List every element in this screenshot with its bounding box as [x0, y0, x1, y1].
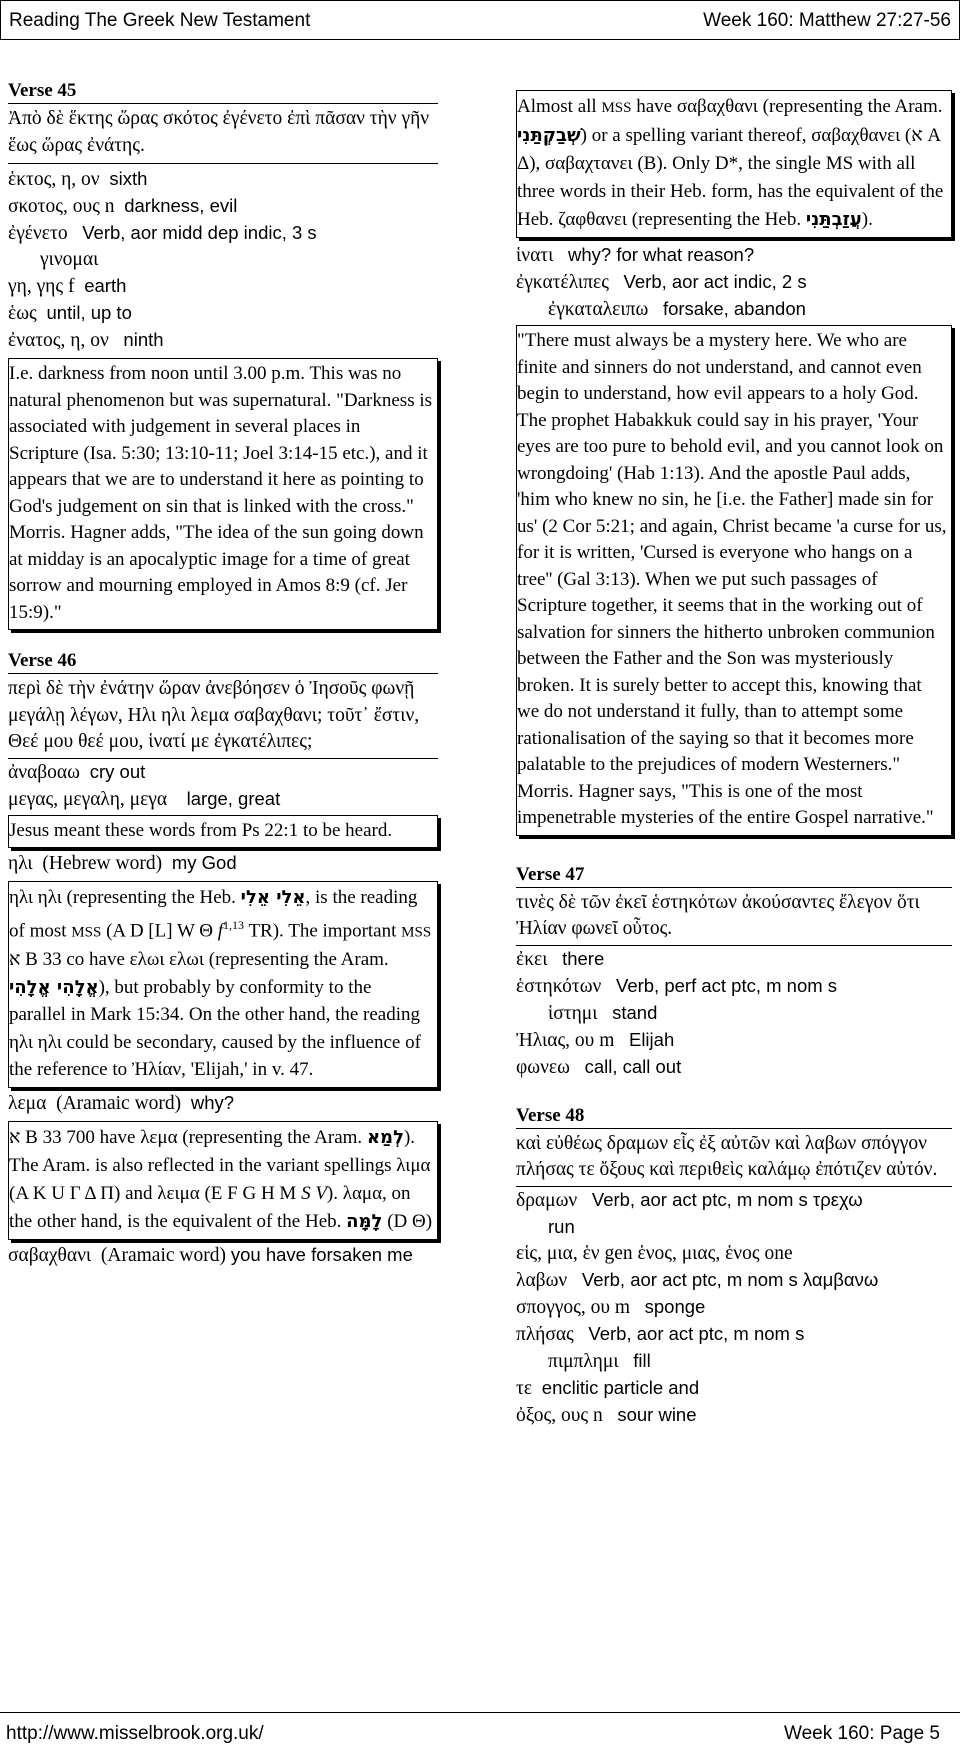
verse-46-heading: Verse 46: [8, 650, 438, 674]
vocab-meaning: Verb, aor act indic, 2 s: [623, 271, 807, 292]
vocab-greek: πιμπλημι: [548, 1350, 619, 1372]
note-text: ). λαμα, on the other hand, is the equivalent of the Heb.: [9, 1182, 411, 1232]
mss-abbrev: MSS: [601, 100, 632, 116]
vocab-greek: ἐγκατέλιπες: [516, 272, 609, 293]
vocab-greek: ἐνατος, η, ον: [8, 330, 109, 351]
vocab-meaning: fill: [633, 1349, 651, 1371]
header-title: Reading The Greek New Testament: [9, 10, 311, 31]
vocab-greek: γη, γης f: [8, 276, 75, 297]
verse-48-vocab: [516, 1186, 952, 1429]
vocab-meaning: Verb, aor act ptc, m nom s λαμβανω: [581, 1268, 879, 1290]
note-text: , is the reading of most: [9, 887, 418, 941]
vocab-greek: ἑως: [8, 303, 37, 324]
vocab-greek: τε: [516, 1377, 533, 1399]
vocab-greek: ἐκει: [516, 948, 548, 970]
vocab-meaning: until, up to: [46, 302, 132, 323]
verse-46-note-ps22: Jesus meant these words from Ps 22:1 to be heard.: [8, 815, 438, 849]
note-text: (A D [L] W Θ: [101, 919, 218, 941]
verse-48-text: καὶ εὐθέως δραμων εἷς ἐξ αὐτῶν καὶ λαβων σπόγγον πλήσας τε ὄξους καὶ περιθεὶς καλάμῳ ἐπότιζεν αὐτόν.: [516, 1132, 938, 1180]
verse-45-note: I.e. darkness from noon until 3.00 p.m. This was no natural phenomenon but was supernatural. "Darkness is associated with judgement in several places in Scripture (Isa. 5:30; 13:10-11; Joel 3:14-15 etc.), and it appears that we are to understand it here as pointing to God's judgement on sin that is linked with the cross." Morris. Hagner adds, "The idea of the sun going down at midday is an apocalyptic image for a time of great sorrow and mourning employed in Amos 8:9 (cf. Jer 15:9).": [8, 358, 438, 630]
verse-46-note-lema: [8, 1121, 438, 1240]
vocab-meaning: sour wine: [617, 1403, 697, 1425]
vocab-eli: [8, 850, 438, 877]
vocab-greek: λαβων: [516, 1269, 568, 1291]
family-siglum-sup: 1,13: [223, 917, 245, 932]
hebrew-text: לְמַא: [366, 1126, 404, 1148]
vocab-meaning: sponge: [644, 1295, 706, 1317]
note-text: א B 33 700 have λεμα (representing the Aram.: [9, 1126, 367, 1148]
note-text: (D Θ): [382, 1210, 433, 1232]
vocab-meaning: cry out: [89, 760, 146, 782]
vocab-greek: ὀξος, ους n: [516, 1404, 603, 1426]
verse-46-note-eli: [8, 881, 438, 1088]
footer-page-number: Week 160: Page 5: [784, 1723, 940, 1744]
verse-46-text: περὶ δὲ τὴν ἐνάτην ὥραν ἀνεβόησεν ὁ Ἰησοῦς φωνῇ μεγάλῃ λέγων, Ηλι ηλι λεμα σαβαχθανι; τοῦτ᾽ ἔστιν, Θεέ μου θεέ μου, ἱνατί με ἐγκατέλιπες;: [8, 678, 420, 752]
vocab-lema: [8, 1090, 438, 1117]
left-column: [8, 80, 438, 1269]
vocab-meaning: Verb, aor act ptc, m nom s τρεχω: [591, 1188, 863, 1210]
verse-45-heading: Verse 45: [8, 80, 438, 104]
vocab-greek: γινομαι: [40, 249, 99, 270]
note-text: TR). The important: [244, 919, 402, 941]
vocab-greek: ἀναβοαω: [8, 761, 80, 783]
note-text: ) or a spelling variant thereof, σαβαχθανει (א A Δ), σαβαχτανει (B). Only D*, the single MS with all three words in their Heb. form, has the equivalent of the Heb. ζαφθανει (representing the Heb.: [517, 125, 944, 230]
vocab-sabachthani: [8, 1242, 438, 1269]
vocab-greek: πλήσας: [516, 1323, 574, 1345]
verse-48-heading: Verse 48: [516, 1105, 952, 1129]
vocab-greek: μεγας, μεγαλη, μεγα: [8, 788, 168, 810]
vocab-meaning: sixth: [109, 168, 148, 189]
page-footer: [0, 1712, 960, 1747]
page-header: [0, 0, 960, 40]
vocab-meaning: call, call out: [584, 1055, 682, 1077]
hebrew-text: אֵלִי אֵלִי: [240, 887, 306, 908]
vocab-greek: ἱνατι: [516, 245, 554, 266]
vocab-meaning: large, great: [186, 787, 281, 809]
vocab-type: (Aramaic word): [100, 1244, 226, 1266]
note-text: א B 33 co have ελωι ελωι (representing the Aram.: [9, 949, 389, 971]
vocab-meaning: stand: [612, 1001, 658, 1023]
vocab-type: (Hebrew word): [42, 853, 163, 874]
morris-quote: "There must always be a mystery here. We who are finite and sinners do not understand, and cannot even begin to understand, how evil appears to a holy God. The prophet Habakkuk could say in his prayer, 'Your eyes are too pure to behold evil, and you cannot look on wrongdoing' (Hab 1:13). And the apostle Paul adds, 'him who knew no sin, he [i.e. the Father] made sin for us' (2 Cor 5:21; and again, Christ became 'a curse for us, for it is written, 'Cursed is everyone who hangs on a tree'' (Gal 3:13). When we put such passages of Scripture together, it seems that in the working out of salvation for sinners the hitherto unbroken communion between the Father and the Son was mysteriously broken. It is surely better to accept this, knowing that we do not understand it fully, than to attempt some rationalisation of the saying so that it becomes more palatable to the prejudices of modern Westerners." Morris. Hagner says, "This is one of the most impenetrable mysteries of the entire Gospel narrative.": [516, 325, 952, 836]
mss-abbrev: MSS: [401, 923, 432, 940]
verse-45-text: Ἀπὸ δὲ ἕκτης ὥρας σκότος ἐγένετο ἐπὶ πᾶσαν τὴν γῆν ἕως ὥρας ἐνάτης.: [8, 108, 430, 156]
note-italic: S V: [301, 1182, 327, 1204]
vocab-meaning: darkness, evil: [124, 195, 238, 216]
vocab-meaning: enclitic particle and: [541, 1376, 700, 1398]
vocab-meaning: Elijah: [628, 1028, 675, 1050]
note-text: ), but probably by conformity to the parallel in Mark 15:34. On the other hand, the reading ηλι ηλι could be secondary, caused by the influence of the reference to Ἠλίαν, 'Elijah,' in v. 47.: [9, 976, 421, 1081]
hebrew-text: לָמָּה: [346, 1210, 383, 1232]
vocab-meaning: earth: [84, 275, 127, 296]
vocab-greek: ἱστημι: [548, 1002, 598, 1024]
vocab-greek: ἐγένετο: [8, 223, 68, 244]
vocab-greek: εἱς, μια, ἑν gen: [516, 1242, 633, 1264]
vocab-meaning: Verb, perf act ptc, m nom s: [616, 974, 838, 996]
vocab-greek: σκοτος, ους n: [8, 196, 115, 217]
vocab-meaning: Verb, aor act ptc, m nom s: [588, 1322, 805, 1344]
vocab-greek: σαβαχθανι: [8, 1244, 92, 1266]
verse-47-vocab: [516, 945, 952, 1081]
vocab-meaning: there: [562, 947, 605, 969]
vocab-greek: ἐγκαταλειπω: [548, 299, 649, 320]
header-week: Week 160: Matthew 27:27-56: [703, 10, 951, 31]
verse-46-note-sabachthani: [516, 90, 952, 238]
hebrew-text: שְׁבַקְתַּנִי: [517, 125, 581, 146]
note-text: Almost all: [517, 96, 602, 117]
note-text: ). The Aram. is also reflected in the variant spellings λιμα (A K U Γ Δ Π) and λειμα (E F G H M: [9, 1126, 431, 1204]
verse-47-text: τινὲς δὲ τῶν ἐκεῖ ἑστηκότων ἀκούσαντες ἔλεγον ὅτι Ἠλίαν φωνεῖ οὗτος.: [516, 891, 920, 939]
vocab-greek: σπογγος, ου m: [516, 1296, 631, 1318]
vocab-greek: λεμα: [8, 1092, 47, 1114]
vocab-meaning: forsake, abandon: [662, 298, 806, 319]
vocab-meaning: why? for what reason?: [568, 244, 755, 265]
vocab-greek: ἑστηκότων: [516, 975, 602, 997]
verse-47-heading: Verse 47: [516, 864, 952, 888]
verse-45-vocab: [8, 163, 438, 354]
footer-url[interactable]: http://www.misselbrook.org.uk/: [6, 1723, 264, 1744]
vocab-greek: ἑκτος, η, ον: [8, 169, 100, 190]
vocab-greek: ηλι: [8, 853, 33, 874]
note-text: ηλι ηλι (representing the Heb.: [9, 887, 241, 908]
vocab-meaning: ἑνος, μιας, ἑνος one: [637, 1242, 793, 1264]
vocab-meaning: you have forsaken me: [230, 1243, 413, 1265]
note-text: have σαβαχθανι (representing the Aram.: [631, 96, 943, 117]
note-text: ).: [861, 209, 873, 230]
hebrew-text: אֱלָהִי אֱלָהִי: [9, 976, 99, 998]
verse-46-vocab-2: [516, 242, 952, 323]
vocab-meaning: why?: [190, 1091, 235, 1113]
vocab-greek: φωνεω: [516, 1056, 570, 1078]
vocab-meaning: ninth: [123, 329, 164, 350]
vocab-meaning: Verb, aor midd dep indic, 3 s: [82, 222, 317, 243]
family-siglum: f: [217, 919, 224, 941]
vocab-meaning: my God: [171, 852, 237, 873]
mss-abbrev: MSS: [71, 923, 102, 940]
vocab-greek: Ἠλιας, ου m: [516, 1029, 615, 1051]
vocab-type: (Aramaic word): [56, 1092, 182, 1114]
vocab-greek: δραμων: [516, 1189, 578, 1211]
vocab-meaning: run: [548, 1215, 575, 1237]
verse-46-vocab: [8, 758, 438, 813]
hebrew-text: עֲזַבְתַּנִי: [805, 209, 862, 230]
right-column: [516, 90, 952, 1429]
